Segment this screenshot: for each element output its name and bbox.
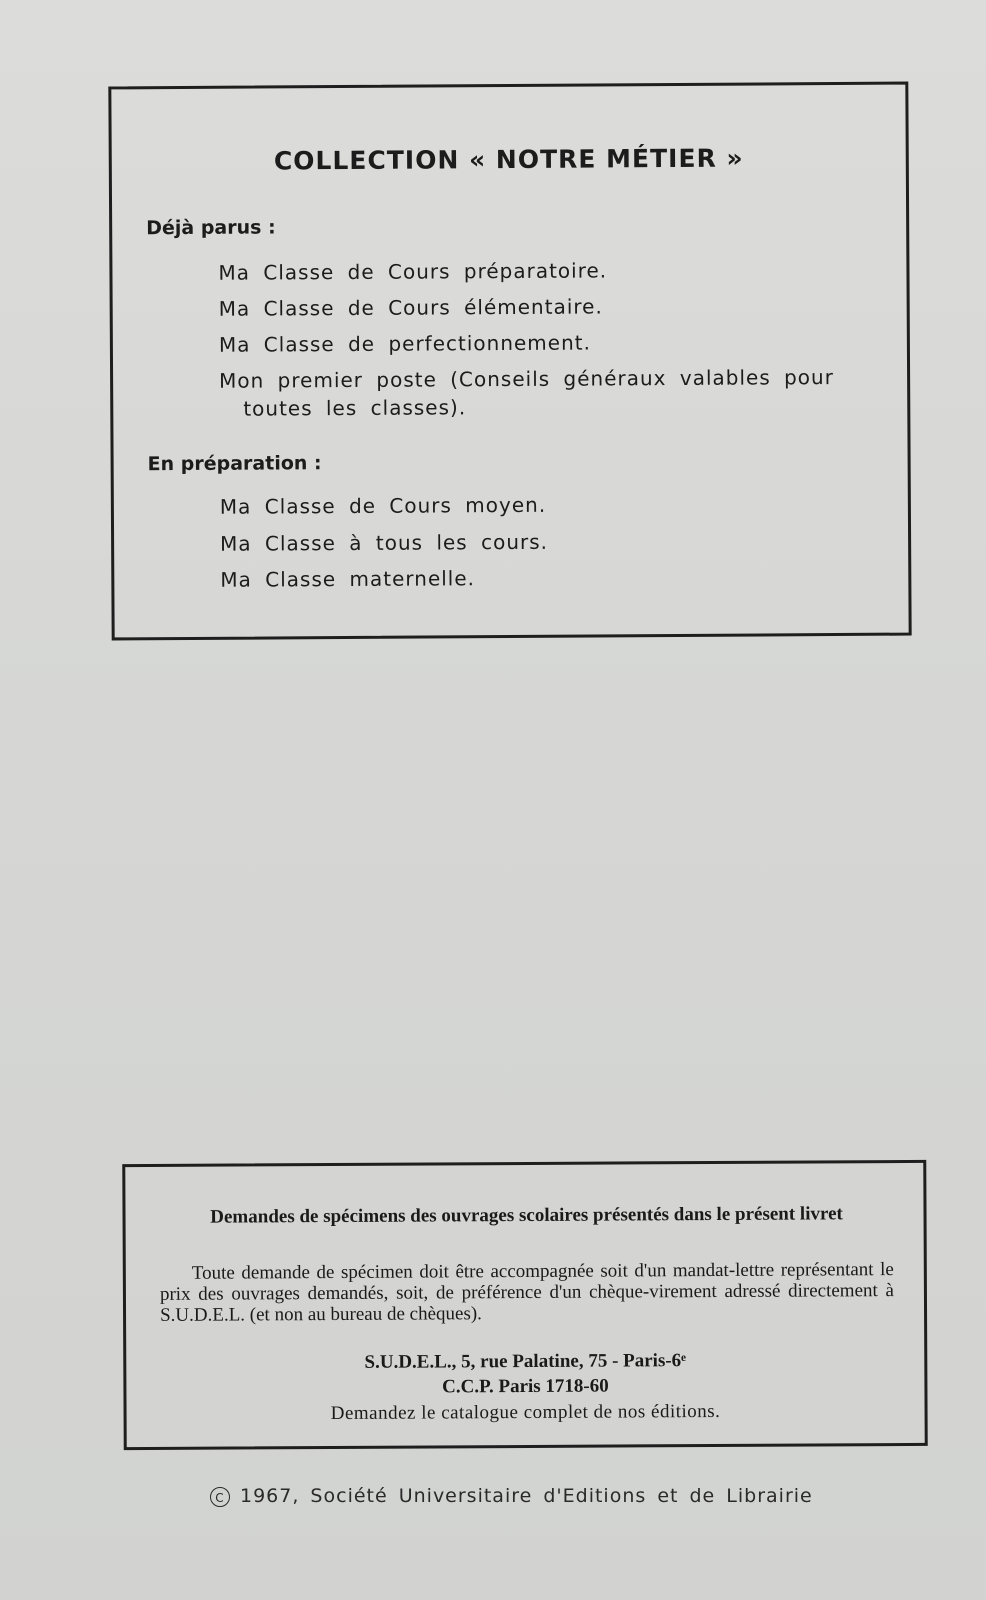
preparation-item: Ma Classe de Cours moyen. [219, 492, 547, 519]
published-item: Ma Classe de Cours élémentaire. [218, 294, 603, 321]
wrapped-line-1: Mon premier poste (Conseils généraux valables pour [219, 365, 834, 393]
catalog-note: Demandez le catalogue complet de nos éditions. [330, 1400, 721, 1425]
copyright-icon: C [210, 1487, 230, 1507]
preparation-item: Ma Classe à tous les cours. [220, 529, 549, 556]
published-item: Ma Classe de perfectionnement. [218, 330, 591, 357]
specimen-box [122, 1160, 927, 1450]
collection-box [108, 82, 911, 641]
publisher-address [126, 1347, 924, 1401]
specimen-title: Demandes de spécimens des ouvrages scolaires présentés dans le présent livret [210, 1203, 843, 1228]
specimen-body: Toute demande de spécimen doit être accompagnée soit d'un mandat-lettre représentant le prix des ouvrages demandés, soit, de préférence d'un chèque-virement adressé directement à S.U.D.E.L. (et non au bureau de chèques). [159, 1259, 894, 1326]
preparation-heading: En préparation : [147, 452, 322, 476]
ccp-line: C.C.P. Paris 1718-60 [442, 1375, 609, 1398]
copyright-text: 1967, Société Universitaire d'Editions et de Librairie [240, 1485, 813, 1507]
wrapped-line-2: toutes les classes). [243, 395, 467, 421]
published-heading: Déjà parus : [146, 216, 276, 240]
copyright-line [210, 1485, 850, 1507]
published-item: Ma Classe de Cours préparatoire. [218, 258, 608, 285]
address-line: S.U.D.E.L., 5, rue Palatine, 75 - Paris-6ᵉ [364, 1350, 687, 1373]
published-item-wrapped [219, 363, 867, 423]
collection-title: COLLECTION « NOTRE MÉTIER » [273, 143, 744, 176]
preparation-item: Ma Classe maternelle. [220, 566, 476, 592]
